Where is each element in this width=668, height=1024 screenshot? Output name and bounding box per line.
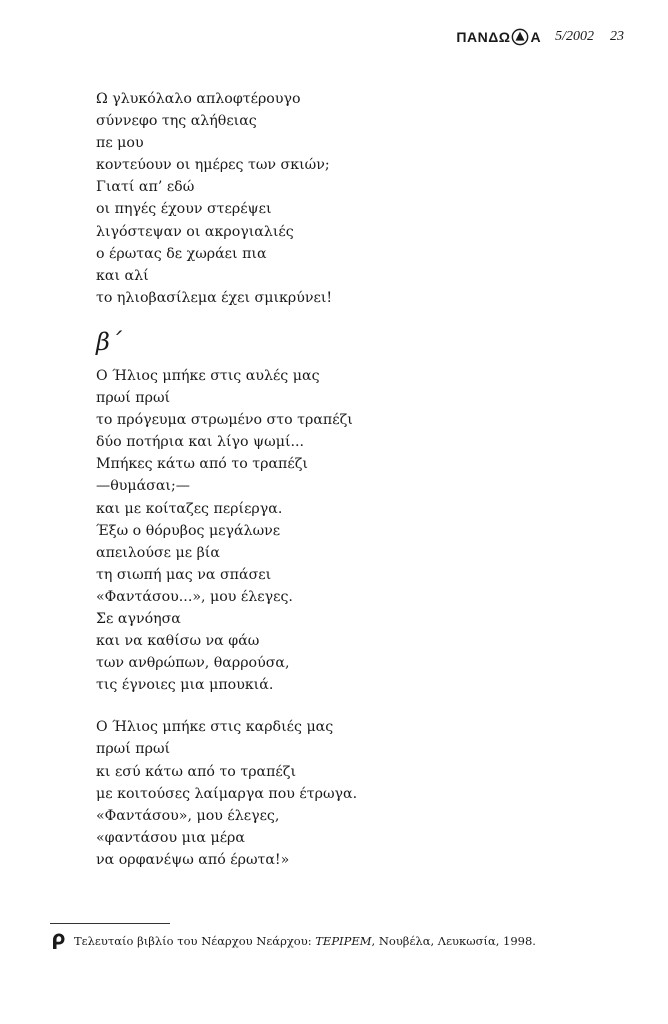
footnote-text-after: , Νουβέλα, Λευκωσία, 1998. — [371, 934, 536, 948]
poem-line: Ο Ήλιος μπήκε στις αυλές μας — [96, 367, 320, 384]
poem-line: και αλί — [96, 267, 149, 284]
pandora-logo-icon — [511, 28, 529, 46]
poem-line: κοντεύουν οι ημέρες των σκιών; — [96, 157, 330, 174]
poem-line: πρωί πρωί — [96, 390, 171, 407]
poem-line: να ορφανέψω από έρωτα!» — [96, 851, 290, 868]
poem-line: κι εσύ κάτω από το τραπέζι — [96, 763, 297, 780]
poem-body — [96, 88, 576, 871]
poem-line: το ηλιοβασίλεμα έχει σμικρύνει! — [96, 289, 333, 306]
poem-line: Ω γλυκόλαλο απλοφτέρουγο — [96, 91, 301, 107]
page-number: 23 — [610, 29, 624, 44]
poem-line: δύο ποτήρια και λίγο ψωμί... — [96, 434, 305, 451]
footnote — [50, 932, 536, 950]
section-mark: β΄ — [96, 327, 122, 356]
poem-line: το πρόγευμα στρωμένο στο τραπέζι — [96, 412, 353, 429]
poem-line: πρωί πρωί — [96, 741, 171, 758]
poem-line: «φαντάσου μια μέρα — [96, 829, 245, 846]
page-header — [456, 28, 624, 46]
poem-line: και να καθίσω να φάω — [96, 633, 260, 650]
poem-line: «Φαντάσου...», μου έλεγες. — [96, 588, 293, 605]
poem-line: —θυμάσαι;— — [96, 478, 190, 495]
footnote-text-before: Τελευταίο βιβλίο του Νέαρχου Νεάρχου: — [74, 934, 316, 948]
footnote-divider — [50, 923, 170, 924]
poem-line: πε μου — [96, 135, 144, 152]
stanza-2 — [96, 365, 576, 696]
pandora-p-icon — [50, 932, 66, 950]
issue-number: 5/2002 — [555, 29, 594, 44]
poem-line: Μπήκες κάτω από το τραπέζι — [96, 456, 308, 473]
stanza-1 — [96, 88, 576, 309]
poem-line: Έξω ο θόρυβος μεγάλωνε — [96, 522, 281, 539]
magazine-name-part2: Α — [530, 29, 542, 45]
stanza-gap — [96, 696, 576, 716]
magazine-name-part1: ΠΑΝΔΩ — [456, 29, 511, 45]
stanza-3 — [96, 716, 576, 871]
poem-line: και με κοίταζες περίεργα. — [96, 500, 283, 517]
poem-line: απειλούσε με βία — [96, 544, 220, 561]
poem-line: ο έρωτας δε χωράει πια — [96, 245, 267, 262]
magazine-name — [456, 28, 541, 46]
poem-line: Γιατί απ’ εδώ — [96, 179, 195, 196]
poem-line: τη σιωπή μας να σπάσει — [96, 566, 272, 583]
poem-line: Σε αγνόησα — [96, 610, 181, 627]
poem-line: με κοιτούσες λαίμαργα που έτρωγα. — [96, 785, 358, 802]
poem-line: των ανθρώπων, θαρρούσα, — [96, 655, 290, 672]
poem-line: σύννεφο της αλήθειας — [96, 113, 257, 130]
footnote-book-title: ΤΕΡΙΡΕΜ — [315, 934, 372, 948]
poem-line: λιγόστεψαν οι ακρογιαλιές — [96, 223, 294, 240]
poem-line: τις έγνοιες μια μπουκιά. — [96, 677, 274, 694]
footnote-text — [74, 934, 536, 948]
poem-line: οι πηγές έχουν στερέψει — [96, 201, 272, 218]
poem-line: «Φαντάσου», μου έλεγες, — [96, 807, 280, 824]
poem-line: Ο Ήλιος μπήκε στις καρδιές μας — [96, 719, 334, 736]
